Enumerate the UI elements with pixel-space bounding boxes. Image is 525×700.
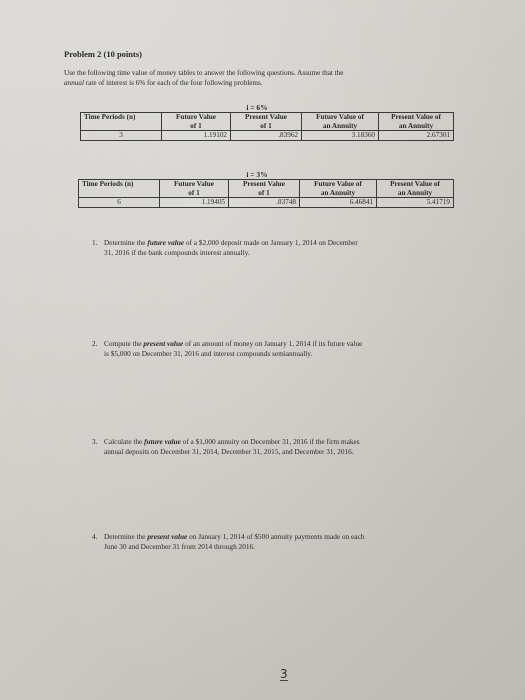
table2-rate: i = 3%: [246, 170, 268, 179]
question-1: [92, 238, 358, 257]
page-number: 3: [280, 667, 288, 681]
question-2: [92, 339, 362, 358]
table2-header-fva: Future Value of an Annuity: [300, 180, 377, 198]
question-2-number: 2.: [92, 339, 98, 348]
table1-header-periods: Time Periods (n): [81, 113, 162, 131]
intro-annual-word: annual: [64, 79, 84, 87]
intro-line-1: Use the following time value of money tables to answer the following questions. Assume that the: [64, 69, 344, 77]
table1-header-fv: Future Value of 1: [162, 113, 231, 131]
table2-cell-fv: 1.19405: [160, 198, 229, 208]
question-1-number: 1.: [92, 238, 98, 247]
table1: [80, 112, 454, 141]
problem-title: Problem 2 (10 points): [64, 49, 142, 59]
question-3-emphasis: future value: [144, 437, 181, 446]
intro-line-2: rate of interest is 6% for each of the four following problems.: [83, 79, 263, 87]
question-3: [92, 437, 360, 456]
question-1-emphasis: future value: [147, 238, 185, 247]
table2-header-fv: Future Value of 1: [160, 180, 229, 198]
question-2-pre: Compute the: [104, 339, 144, 348]
question-3-line2: annual deposits on December 31, 2014, December 31, 2015, and December 31, 2016.: [104, 446, 354, 456]
question-4-emphasis: present value: [147, 532, 188, 541]
table2-header-row: [79, 180, 454, 198]
table2-cell-pv: .83748: [229, 198, 300, 208]
question-1-pre: Determine the: [104, 238, 148, 247]
table2: [78, 179, 454, 208]
question-2-emphasis: present value: [143, 339, 184, 348]
question-1-line1: of a $2,000 deposit made on January 1, 2014 on December: [184, 238, 358, 247]
table2-header-pv: Present Value of 1: [229, 180, 300, 198]
table2-header-pva: Present Value of an Annuity: [377, 180, 454, 198]
table1-header-pva: Present Value of an Annuity: [379, 113, 454, 131]
table1-header-pv: Present Value of 1: [231, 113, 302, 131]
question-3-line1: of a $1,000 annuity on December 31, 2016 if the firm makes: [180, 437, 360, 446]
table1-header-fva: Future Value of an Annuity: [302, 113, 379, 131]
question-3-number: 3.: [92, 437, 98, 446]
question-4: [92, 532, 364, 551]
table1-header-row: [81, 113, 454, 131]
table2-data-row: [79, 198, 454, 208]
question-2-line2: is $5,000 on December 31, 2016 and interest compounds semiannually.: [104, 348, 313, 358]
table2-cell-n: 6: [79, 198, 160, 208]
question-1-line2: 31, 2016 if the bank compounds interest annually.: [104, 247, 250, 257]
table1-rate: i = 6%: [246, 103, 268, 112]
table1-data-row: [81, 131, 454, 141]
intro-text: [64, 68, 464, 88]
question-4-line2: June 30 and December 31 from 2014 through 2016.: [104, 541, 255, 551]
table1-cell-n: 3: [81, 131, 162, 141]
table2-cell-fva: 6.46841: [300, 198, 377, 208]
table1-cell-pv: .83962: [231, 131, 302, 141]
question-3-pre: Calculate the: [104, 437, 145, 446]
table2-header-periods: Time Periods (n): [79, 180, 160, 198]
table2-cell-pva: 5.41719: [377, 198, 454, 208]
question-4-pre: Determine the: [104, 532, 148, 541]
question-2-line1: of an amount of money on January 1, 2014 if its future value: [183, 339, 363, 348]
table1-cell-pva: 2.67301: [379, 131, 454, 141]
table1-cell-fva: 3.18360: [302, 131, 379, 141]
table1-cell-fv: 1.19102: [162, 131, 231, 141]
question-4-number: 4.: [92, 532, 98, 541]
question-4-line1: on January 1, 2014 of $500 annuity payments made on each: [187, 532, 365, 541]
